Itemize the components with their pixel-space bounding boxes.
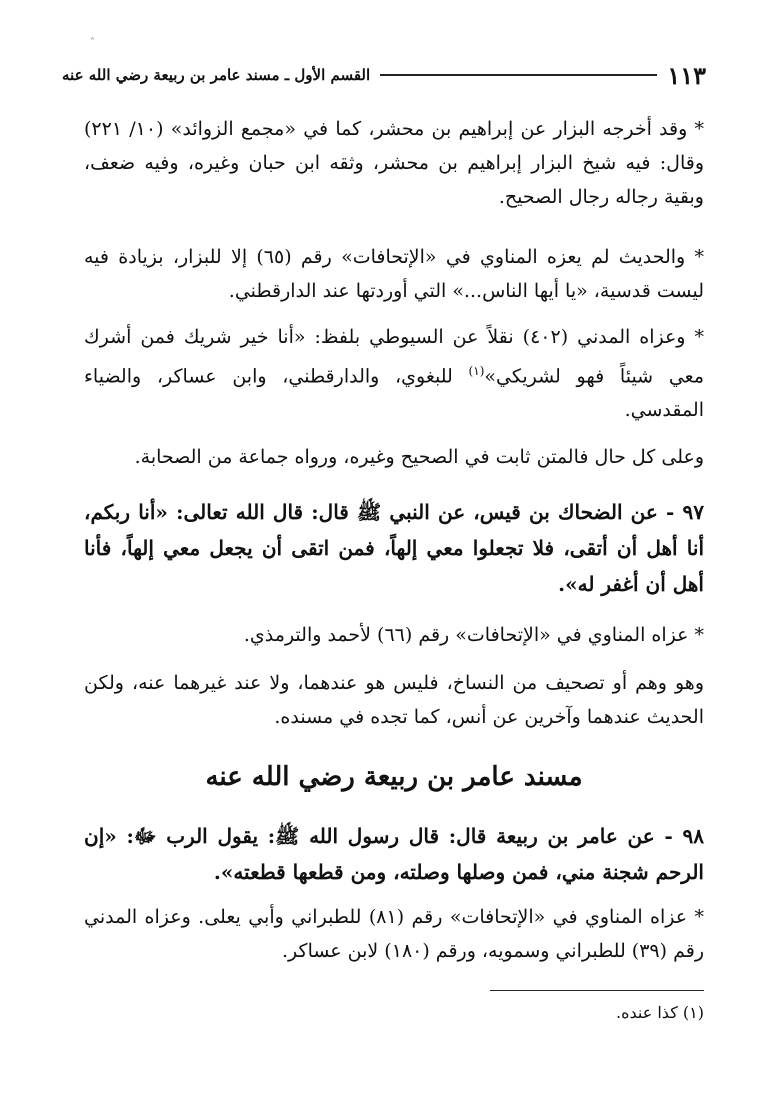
running-title: القسم الأول ـ مسند عامر بن ربيعة رضي الله عنه <box>62 66 371 84</box>
footnote-ref: (١) <box>468 364 485 378</box>
paragraph-1: * وقد أخرجه البزار عن إبراهيم بن محشر، كما في «مجمع الزوائد» (١٠/ ٢٢١) وقال: فيه شيخ البزار إبراهيم بن محشر، وثقه ابن حبان وغيره، وفيه ضعف، وبقية رجاله رجال الصحيح. <box>84 118 705 208</box>
paragraph-4: وعلى كل حال فالمتن ثابت في الصحيح وغيره، ورواه جماعة من الصحابة. <box>134 446 704 468</box>
paragraph-3-tail: للبغوي، والدارقطني، وابن عساكر، والضياء المقدسي. <box>84 365 704 422</box>
paragraph-3-text: * وعزاه المدني (٤٠٢) نقلاً عن السيوطي بلفظ: «أنا خير شريك فمن أشرك معي شيئاً فهو لشريكي» <box>84 326 705 388</box>
paragraph-7: * عزاه المناوي في «الإتحافات» رقم (٨١) للطبراني وأبي يعلى. وعزاه المدني رقم (٣٩) للطبراني وسمويه، ورقم (١٨٠) لابن عساكر. <box>84 906 704 962</box>
paragraph-5: * عزاه المناوي في «الإتحافات» رقم (٦٦) لأحمد والترمذي. <box>243 624 704 646</box>
page-number: ١١٣ <box>667 60 706 90</box>
paragraph-6: وهو وهم أو تصحيف من النساخ، فليس هو عندهما، ولا عند غيرهما عنه، ولكن الحديث عندهما وآخرين عن أنس، كما تجده في مسنده. <box>84 672 704 728</box>
hadith-97: ٩٧ - عن الضحاك بن قيس، عن النبي ﷺ قال: قال الله تعالى: «أنا ربكم، أنا أهل أن أتقى، فلا تجعلوا معي إلهاً، فمن اتقى أن يجعل معي إلهاً، فأنا أهل أن أغفر له». <box>84 500 705 596</box>
page-mark: ˆ <box>90 38 95 49</box>
paragraph-3 <box>84 320 704 427</box>
section-heading: مسند عامر بن ربيعة رضي الله عنه <box>205 762 583 792</box>
footnote: (١) كذا عنده. <box>616 1003 704 1022</box>
paragraph-2: * والحديث لم يعزه المناوي في «الإتحافات» رقم (٦٥) إلا للبزار، بزيادة فيه ليست قدسية، «يا أيها الناس...» التي أوردتها عند الدارقطني. <box>84 246 705 302</box>
page-header <box>62 60 706 90</box>
footnote-rule <box>490 990 704 991</box>
header-rule <box>380 74 657 76</box>
hadith-98: ٩٨ - عن عامر بن ربيعة قال: قال رسول الله ﷺ: يقول الرب ﷻ: «إن الرحم شجنة مني، فمن وصلها وصلته، ومن قطعها قطعته». <box>84 824 704 884</box>
